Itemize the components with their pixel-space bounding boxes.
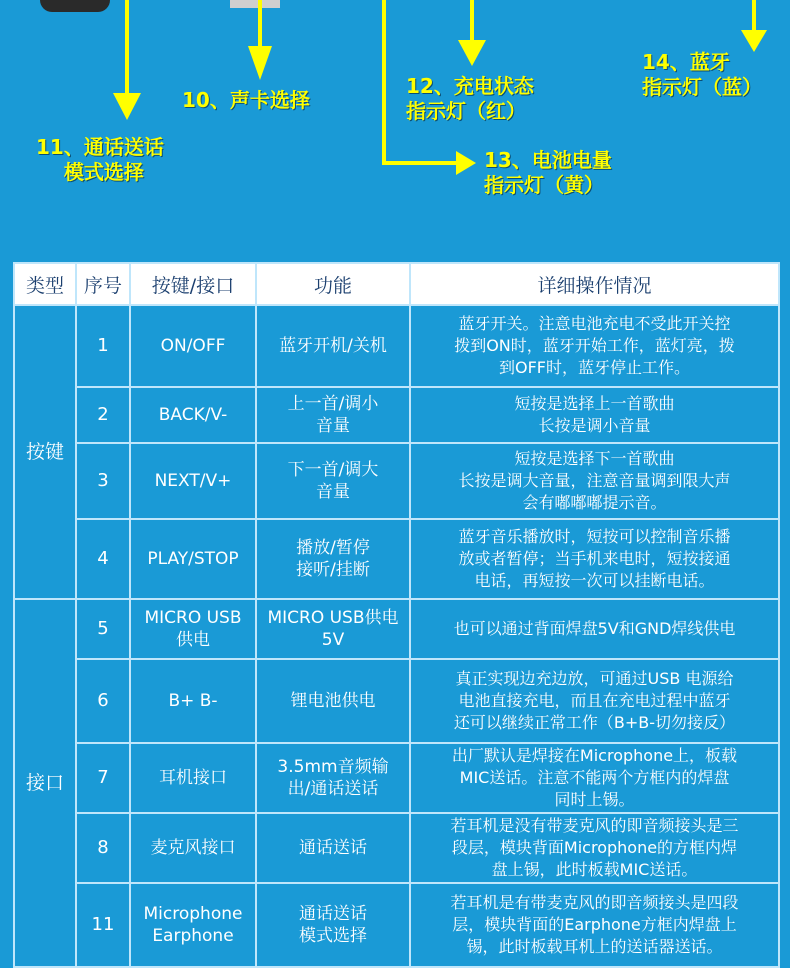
header-type: 类型 (14, 263, 76, 305)
row-index: 8 (76, 813, 130, 883)
callout-arrows (0, 0, 790, 240)
callout-11: 11、通话送话 模式选择 (36, 135, 164, 184)
header-function: 功能 (256, 263, 410, 305)
table-row (14, 519, 779, 599)
row-index: 6 (76, 659, 130, 743)
table-row (14, 743, 779, 813)
row-control: MICRO USB 供电 (130, 599, 256, 659)
row-control: BACK/V- (130, 387, 256, 443)
table-row (14, 387, 779, 443)
row-function: 播放/暂停 接听/挂断 (256, 519, 410, 599)
row-detail: 蓝牙开关。注意电池充电不受此开关控 拨到ON时，蓝牙开始工作，蓝灯亮，拨 到OFF时，蓝牙停止工作。 (410, 305, 779, 387)
row-index: 7 (76, 743, 130, 813)
row-detail: 蓝牙音乐播放时，短按可以控制音乐播 放或者暂停；当手机来电时，短按接通 电话，再短按一次可以挂断电话。 (410, 519, 779, 599)
table-row (14, 305, 779, 387)
row-function: MICRO USB供电 5V (256, 599, 410, 659)
row-control: 麦克风接口 (130, 813, 256, 883)
row-index: 2 (76, 387, 130, 443)
row-function: 通话送话 模式选择 (256, 883, 410, 967)
table-header-row (14, 263, 779, 305)
header-control: 按键/接口 (130, 263, 256, 305)
row-control: Microphone Earphone (130, 883, 256, 967)
row-function: 下一首/调大 音量 (256, 443, 410, 519)
callout-13: 13、电池电量 指示灯（黄） (484, 148, 612, 197)
row-function: 3.5mm音频输 出/通话送话 (256, 743, 410, 813)
row-control: B+ B- (130, 659, 256, 743)
row-function: 上一首/调小 音量 (256, 387, 410, 443)
row-function: 蓝牙开机/关机 (256, 305, 410, 387)
row-control: NEXT/V+ (130, 443, 256, 519)
row-detail: 短按是选择上一首歌曲 长按是调小音量 (410, 387, 779, 443)
callout-10: 10、声卡选择 (182, 88, 310, 112)
row-index: 5 (76, 599, 130, 659)
row-detail: 若耳机是有带麦克风的即音频接头是四段 层，模块背面的Earphone方框内焊盘上 锡，此时板载耳机上的送话器送话。 (410, 883, 779, 967)
row-function: 锂电池供电 (256, 659, 410, 743)
row-function: 通话送话 (256, 813, 410, 883)
row-detail: 真正实现边充边放，可通过USB 电源给 电池直接充电，而且在充电过程中蓝牙 还可以继续正常工作（B+B-切勿接反） (410, 659, 779, 743)
callout-12: 12、充电状态 指示灯（红） (406, 74, 534, 123)
row-control: ON/OFF (130, 305, 256, 387)
table-row (14, 813, 779, 883)
row-index: 3 (76, 443, 130, 519)
row-detail: 短按是选择下一首歌曲 长按是调大音量，注意音量调到限大声 会有嘟嘟嘟提示音。 (410, 443, 779, 519)
spec-table (13, 262, 780, 968)
callout-14: 14、蓝牙 指示灯（蓝） (642, 50, 762, 99)
row-control: 耳机接口 (130, 743, 256, 813)
row-index: 11 (76, 883, 130, 967)
row-detail: 若耳机是没有带麦克风的即音频接头是三 段层，模块背面Microphone的方框内焊 盘上锡，此时板载MIC送话。 (410, 813, 779, 883)
table-row (14, 599, 779, 659)
table-row (14, 883, 779, 967)
group-buttons: 按键 (14, 305, 76, 599)
row-index: 1 (76, 305, 130, 387)
callout-diagram (0, 0, 790, 240)
row-index: 4 (76, 519, 130, 599)
header-index: 序号 (76, 263, 130, 305)
row-detail: 也可以通过背面焊盘5V和GND焊线供电 (410, 599, 779, 659)
row-control: PLAY/STOP (130, 519, 256, 599)
header-detail: 详细操作情况 (410, 263, 779, 305)
table-row (14, 443, 779, 519)
row-detail: 出厂默认是焊接在Microphone上，板载 MIC送话。注意不能两个方框内的焊盘 同时上锡。 (410, 743, 779, 813)
group-interfaces: 接口 (14, 599, 76, 967)
table-row (14, 659, 779, 743)
